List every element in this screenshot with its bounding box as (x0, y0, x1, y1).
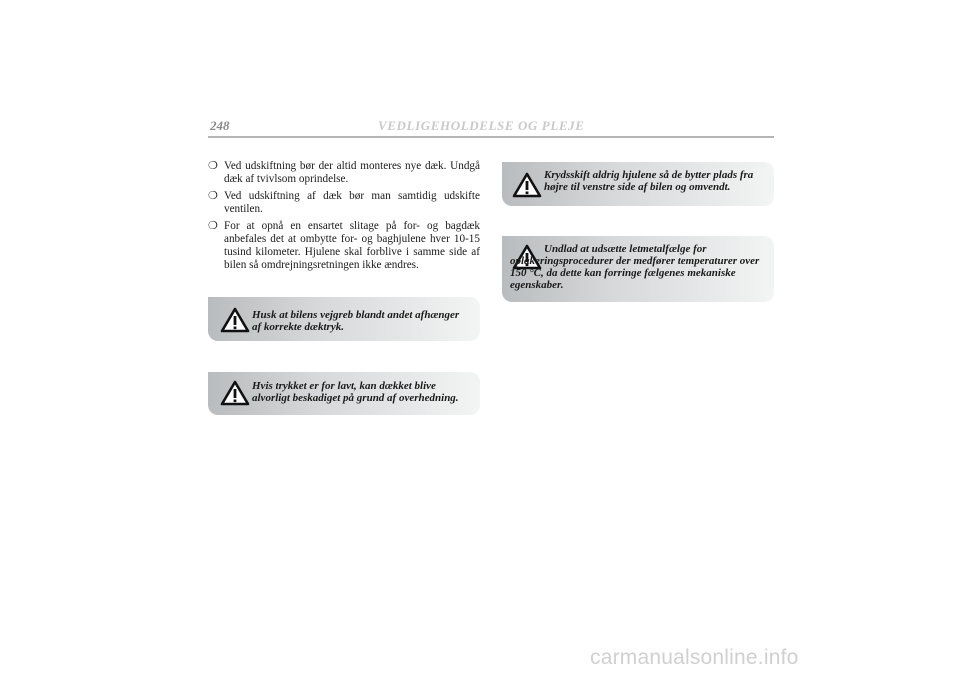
bullet-marker: ❍ (208, 220, 218, 232)
bullet-text: Ved udskiftning bør der altid monteres nye dæk. Undgå dæk af tvivlsom oprindelse. (224, 160, 480, 185)
watermark: carmanualsonline.info (590, 646, 799, 669)
warning-text: Husk at bilens vejgreb blandt andet afhænger af korrekte dæktryk. (252, 309, 460, 333)
warning-triangle-icon (220, 380, 250, 406)
warning-box (502, 162, 774, 206)
page-header (208, 116, 774, 138)
page-number: 248 (210, 118, 230, 133)
warning-text: Krydsskift aldrig hjulene så de bytter plads fra højre til venstre side af bilen og omvendt. (544, 169, 754, 193)
warning-text (510, 243, 768, 291)
warning-box (502, 236, 774, 302)
bullet-marker: ❍ (208, 190, 218, 202)
section-title: VEDLIGEHOLDELSE OG PLEJE (378, 118, 585, 133)
warning-text: Hvis trykket er for lavt, kan dækket blive alvorligt beskadiget på grund af overhedning. (252, 380, 459, 404)
bullet-text: Ved udskiftning af dæk bør man samtidig udskifte ventilen. (224, 190, 480, 215)
header-rule (208, 136, 774, 138)
warning-box (208, 372, 480, 415)
warning-triangle-icon (512, 172, 542, 198)
warning-box (208, 297, 480, 341)
list-item (208, 160, 480, 186)
bullet-text: For at opnå en ensartet slitage på for- og bagdæk anbefales det at ombytte for- og baghjulene hver 10-15 tusind kilometer. Hjulene skal forblive i samme side af bilen så omdrejningsretningen ikke ændres. (224, 220, 480, 271)
list-item (208, 220, 480, 272)
list-item (208, 190, 480, 216)
bullet-list (208, 160, 480, 276)
bullet-marker: ❍ (208, 160, 218, 172)
warning-text-content: Undlad at udsætte letmetalfælge for oplakeringsprocedurer der medfører temperaturer over 150 °C, da dette kan forringe fælgenes mekaniske egenskaber. (510, 243, 760, 291)
warning-triangle-icon (220, 307, 250, 333)
